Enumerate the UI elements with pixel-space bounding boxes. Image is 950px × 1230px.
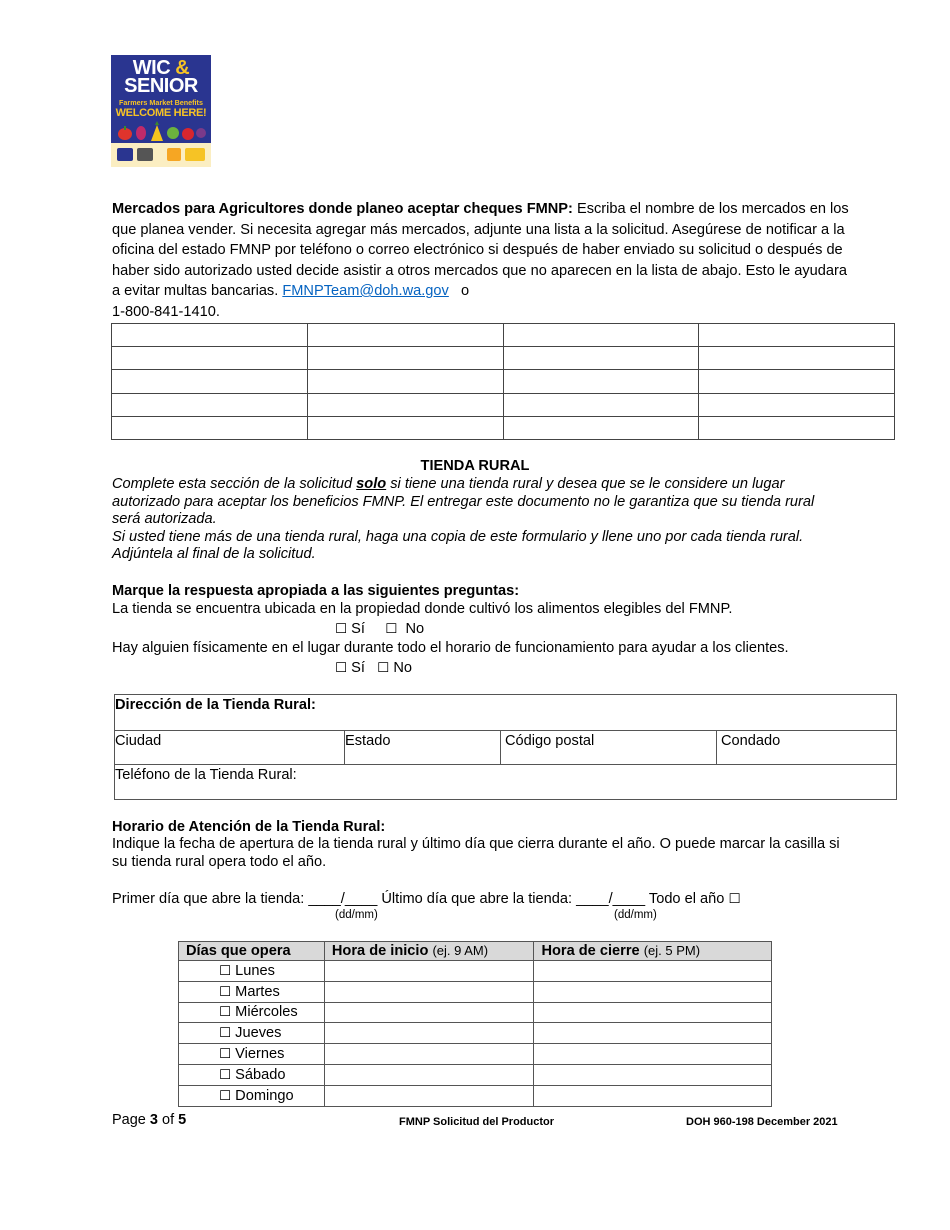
end-time-cell[interactable]	[534, 1085, 772, 1106]
rural-store-intro	[112, 476, 842, 564]
county-field[interactable]	[716, 731, 896, 764]
market-cell[interactable]	[112, 347, 308, 370]
market-cell[interactable]	[112, 416, 308, 439]
state-field[interactable]	[344, 731, 500, 764]
day-label: Lunes	[235, 962, 275, 979]
table-row	[112, 324, 895, 347]
market-cell[interactable]	[699, 416, 895, 439]
day-jueves[interactable]	[179, 1023, 325, 1044]
start-time-cell[interactable]	[324, 1002, 534, 1023]
day-checkbox[interactable]: ☐	[219, 1066, 232, 1083]
table-row	[179, 1023, 772, 1044]
state-label: Estado	[345, 733, 391, 749]
hours-table	[178, 941, 772, 1107]
day-checkbox[interactable]: ☐	[219, 1025, 232, 1042]
end-header-hint: (ej. 5 PM)	[643, 943, 701, 958]
last-day-input[interactable]: ____/____	[576, 891, 646, 907]
day-miercoles[interactable]	[179, 1002, 325, 1023]
q2-no-checkbox[interactable]: ☐	[377, 660, 390, 676]
wic-senior-logo	[111, 55, 211, 167]
last-day-label: Último día que abre la tienda:	[381, 891, 573, 907]
day-label: Martes	[235, 983, 280, 1000]
question-2-options	[335, 659, 412, 677]
day-checkbox[interactable]: ☐	[219, 1046, 232, 1063]
logo-amp-text: &	[175, 57, 190, 79]
last-day-hint: (dd/mm)	[614, 909, 657, 921]
market-cell[interactable]	[503, 393, 699, 416]
table-row	[179, 1085, 772, 1106]
zip-field[interactable]	[500, 731, 716, 764]
day-checkbox[interactable]: ☐	[219, 1087, 232, 1104]
table-row	[179, 1044, 772, 1065]
day-label: Sábado	[235, 1066, 286, 1083]
market-cell[interactable]	[307, 370, 503, 393]
city-label: Ciudad	[115, 733, 162, 749]
q1-no-checkbox[interactable]: ☐	[385, 621, 398, 637]
days-header: Días que opera	[179, 942, 325, 961]
table-row	[179, 961, 772, 982]
markets-title: Mercados para Agricultores donde planeo aceptar cheques FMNP:	[112, 201, 573, 217]
phone-text: 1-800-841-1410.	[112, 303, 220, 320]
day-checkbox[interactable]: ☐	[219, 962, 232, 979]
all-year-label: Todo el año	[648, 891, 725, 907]
markets-paragraph	[112, 199, 852, 322]
day-martes[interactable]	[179, 981, 325, 1002]
end-time-cell[interactable]	[534, 1023, 772, 1044]
health-icon	[117, 148, 133, 161]
end-header-label: Hora de cierre	[541, 943, 640, 959]
market-cell[interactable]	[112, 370, 308, 393]
market-cell[interactable]	[307, 416, 503, 439]
open-dates-line	[112, 890, 741, 908]
first-day-label: Primer día que abre la tienda:	[112, 891, 305, 907]
end-time-cell[interactable]	[534, 1044, 772, 1065]
city-field[interactable]	[115, 731, 344, 764]
start-time-cell[interactable]	[324, 961, 534, 982]
market-cell[interactable]	[503, 370, 699, 393]
q2-no-label: No	[393, 660, 412, 676]
question-1-options	[335, 620, 424, 638]
q2-yes-checkbox[interactable]: ☐	[335, 660, 348, 676]
page-total: 5	[178, 1112, 187, 1128]
end-time-cell[interactable]	[534, 1002, 772, 1023]
q1-no-label: No	[405, 621, 425, 637]
page-prefix: Page	[112, 1112, 150, 1128]
table-row	[112, 393, 895, 416]
day-checkbox[interactable]: ☐	[219, 1004, 232, 1021]
first-day-input[interactable]: ____/____	[308, 891, 378, 907]
market-cell[interactable]	[112, 393, 308, 416]
senior-badge-icon	[185, 148, 205, 161]
end-header	[534, 942, 772, 961]
market-cell[interactable]	[307, 347, 503, 370]
start-time-cell[interactable]	[324, 1085, 534, 1106]
footer-form-title: FMNP Solicitud del Productor	[399, 1116, 555, 1128]
day-lunes[interactable]	[179, 961, 325, 982]
hours-title: Horario de Atención de la Tienda Rural:	[112, 819, 386, 835]
email-link[interactable]: FMNPTeam@doh.wa.gov	[282, 283, 449, 299]
start-time-cell[interactable]	[324, 1044, 534, 1065]
start-time-cell[interactable]	[324, 981, 534, 1002]
address-label: Dirección de la Tienda Rural:	[115, 697, 316, 713]
day-domingo[interactable]	[179, 1085, 325, 1106]
zip-label: Código postal	[505, 733, 595, 749]
start-header-hint: (ej. 9 AM)	[432, 943, 489, 958]
markets-body: Escriba el nombre de los mercados en los que planea vender. Si necesita agregar más mercados, adjunte una lista a la solicitud. Asegúrese de notificar a la oficina del estado FMNP por teléfono o correo electrónico si después de haber enviado su solicitud o después de haber sido autorizado usted decide asistir a otros mercados que no aparecen en la lista de abajo. Esto le ayudara a evitar multas bancarias.	[112, 201, 849, 299]
table-row	[179, 1064, 772, 1085]
questions-title: Marque la respuesta apropiada a las siguientes preguntas:	[112, 583, 520, 599]
logo-welcome-text: WELCOME HERE!	[115, 107, 207, 119]
or-text: o	[448, 283, 470, 299]
end-time-cell[interactable]	[534, 961, 772, 982]
start-time-cell[interactable]	[324, 1023, 534, 1044]
market-cell[interactable]	[112, 324, 308, 347]
start-header	[324, 942, 534, 961]
page-of: of	[157, 1112, 179, 1128]
question-1-text: La tienda se encuentra ubicada en la propiedad donde cultivó los alimentos elegibles del FMNP.	[112, 601, 733, 617]
address-table	[114, 694, 897, 800]
intro-copy-instructions: Si usted tiene más de una tienda rural, haga una copia de este formulario y llene uno por cada tienda rural. Adjúntela al final de la solicitud.	[112, 528, 804, 562]
day-label: Jueves	[235, 1025, 282, 1042]
phone-row[interactable]	[115, 765, 896, 799]
market-cell[interactable]	[307, 393, 503, 416]
hours-header-row	[179, 942, 772, 961]
page-current: 3	[149, 1112, 158, 1128]
q1-yes-checkbox[interactable]: ☐	[335, 621, 348, 637]
q2-yes-label: Sí	[351, 660, 365, 676]
table-row	[179, 981, 772, 1002]
intro-text-a: Complete esta sección de la solicitud	[112, 476, 357, 492]
county-label: Condado	[721, 733, 781, 749]
day-sabado[interactable]	[179, 1064, 325, 1085]
usda-icon	[137, 148, 153, 161]
market-cell[interactable]	[699, 393, 895, 416]
end-time-cell[interactable]	[534, 981, 772, 1002]
market-cell[interactable]	[699, 324, 895, 347]
wic-badge-icon	[167, 148, 181, 161]
market-cell[interactable]	[503, 324, 699, 347]
logo-senior-text: SENIOR	[124, 75, 198, 97]
day-checkbox[interactable]: ☐	[219, 983, 232, 1000]
phone-label: Teléfono de la Tienda Rural:	[115, 767, 297, 783]
start-header-label: Hora de inicio	[331, 943, 429, 959]
market-cell[interactable]	[699, 370, 895, 393]
rural-store-title: TIENDA RURAL	[420, 458, 530, 474]
all-year-checkbox[interactable]: ☐	[728, 891, 741, 907]
page-number	[112, 1112, 186, 1128]
table-row	[112, 347, 895, 370]
footer-form-id: DOH 960-198 December 2021	[686, 1116, 838, 1128]
first-day-hint: (dd/mm)	[335, 909, 378, 921]
start-time-cell[interactable]	[324, 1064, 534, 1085]
question-2-text: Hay alguien físicamente en el lugar durante todo el horario de funcionamiento para ayudar a los clientes.	[112, 640, 789, 656]
day-label: Miércoles	[235, 1004, 298, 1021]
market-cell[interactable]	[503, 416, 699, 439]
market-cell[interactable]	[503, 347, 699, 370]
table-row	[112, 370, 895, 393]
market-cell[interactable]	[307, 324, 503, 347]
markets-table	[111, 323, 895, 440]
logo-benefits-text: Farmers Market Benefits	[119, 98, 203, 107]
day-label: Domingo	[235, 1087, 294, 1104]
vegetables-icon	[111, 121, 211, 143]
hours-body: Indique la fecha de apertura de la tienda rural y último día que cierra durante el año. O puede marcar la casilla si su tienda rural opera todo el año.	[112, 836, 840, 870]
table-row	[112, 416, 895, 439]
intro-emphasis: solo	[356, 476, 387, 492]
day-label: Viernes	[235, 1046, 285, 1063]
address-row[interactable]	[115, 695, 896, 731]
intro-text-c: si tiene una tienda rural y desea que se le considere un lugar autorizado para aceptar los beneficios FMNP. El entregar este documento no le garantiza que su tienda rural será autorizada.	[112, 476, 815, 527]
logo-sponsor-strip	[111, 143, 211, 167]
day-viernes[interactable]	[179, 1044, 325, 1065]
end-time-cell[interactable]	[534, 1064, 772, 1085]
q1-yes-label: Sí	[351, 621, 365, 637]
logo-wic-text: WIC	[132, 57, 171, 79]
market-cell[interactable]	[699, 347, 895, 370]
table-row	[179, 1002, 772, 1023]
city-row	[115, 731, 896, 765]
